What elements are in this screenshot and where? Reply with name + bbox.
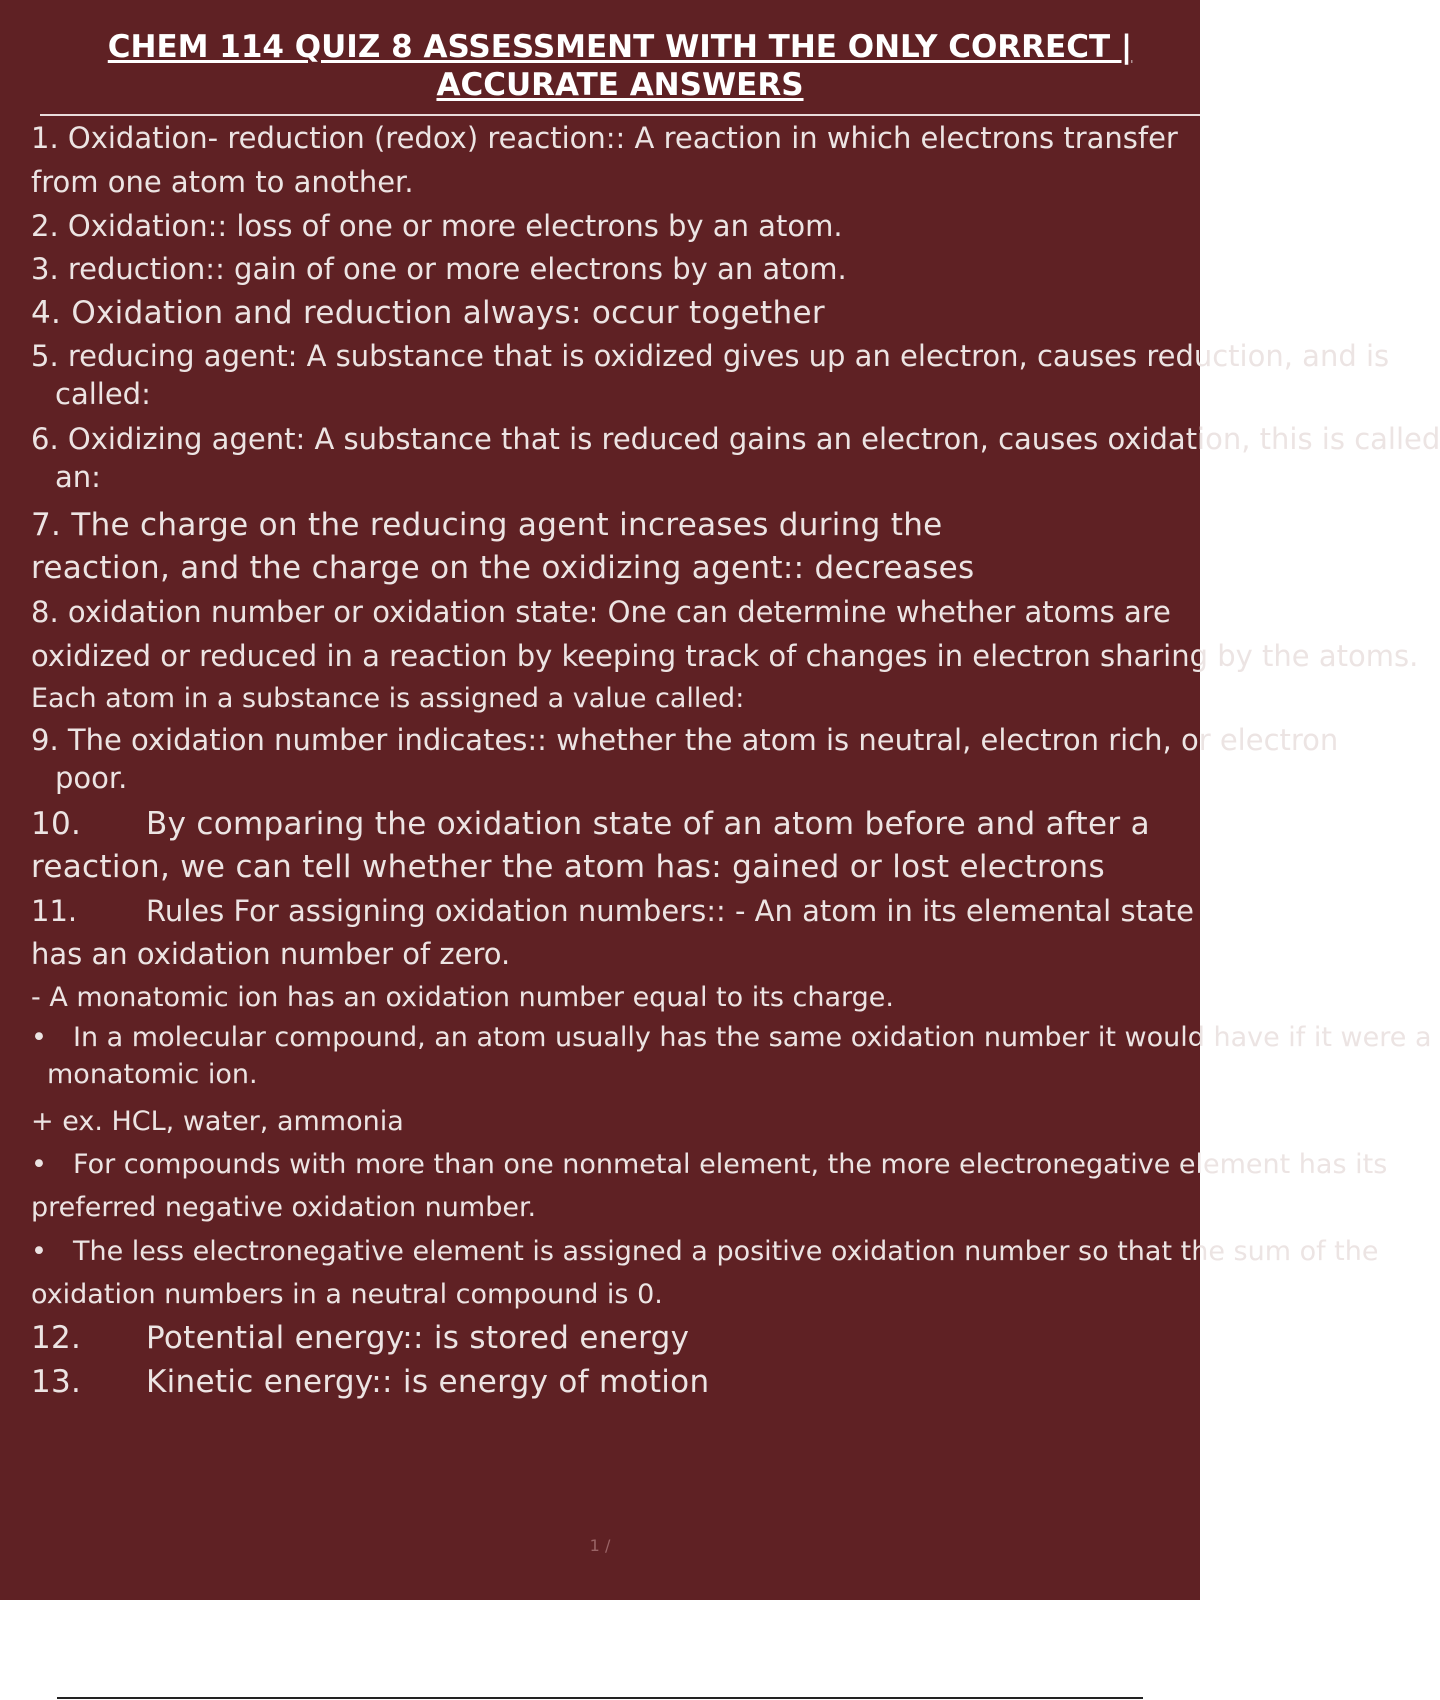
- answer-10-text: By comparing the oxidation state of an atom before and after a: [146, 806, 1150, 842]
- rule-monatomic-ion: - A monatomic ion has an oxidation number equal to its charge.: [31, 982, 894, 1013]
- answer-6-line-1: 6. Oxidizing agent: A substance that is reduced gains an electron, causes oxidation, this is called: [31, 422, 1440, 456]
- answer-9-line-1: 9. The oxidation number indicates:: whether the atom is neutral, electron rich, or electron: [31, 723, 1339, 757]
- rule-example: + ex. HCL, water, ammonia: [31, 1106, 404, 1137]
- page-number: 1 /: [589, 1536, 611, 1555]
- answer-11-text: Rules For assigning oxidation numbers:: - An atom in its elemental state: [146, 894, 1194, 928]
- rule-nonmetal-line-1: • For compounds with more than one nonmetal element, the more electronegative element has its: [31, 1144, 1200, 1186]
- answer-7-line-1: 7. The charge on the reducing agent increases during the: [31, 507, 943, 543]
- answer-12-text: Potential energy:: is stored energy: [146, 1320, 690, 1356]
- answer-12-number: 12.: [31, 1320, 82, 1356]
- answer-list: [31, 116, 1440, 1404]
- rule-molecular-compound-line-1: • In a molecular compound, an atom usually has the same oxidation number it would have if it were a: [31, 1019, 1200, 1057]
- footer-divider: [57, 1697, 1143, 1699]
- rule-sum-zero-line-2: oxidation numbers in a neutral compound is 0.: [31, 1279, 663, 1310]
- answer-12: [31, 1316, 1200, 1360]
- title-line-1: CHEM 114 QUIZ 8 ASSESSMENT WITH THE ONLY CORRECT |: [107, 29, 1133, 65]
- answer-8-line-3: Each atom in a substance is assigned a value called:: [31, 683, 745, 714]
- rule-nonmetal-line-2: preferred negative oxidation number.: [31, 1192, 537, 1223]
- answer-11-line-1: [31, 889, 1200, 933]
- rule-molecular-compound-line-2: monatomic ion.: [47, 1059, 258, 1090]
- title-line-2: ACCURATE ANSWERS: [436, 67, 804, 103]
- answer-10-line-2: reaction, we can tell whether the atom has: gained or lost electrons: [31, 849, 1105, 885]
- rule-sum-zero-line-1: • The less electronegative element is assigned a positive oxidation number so that the sum of the: [31, 1230, 1200, 1273]
- answer-8-line-2: oxidized or reduced in a reaction by keeping track of changes in electron sharing by the atoms.: [31, 639, 1419, 673]
- answer-7-line-2: reaction, and the charge on the oxidizing agent:: decreases: [31, 550, 975, 586]
- answer-13: [31, 1360, 1200, 1404]
- answer-1-line-2: from one atom to another.: [31, 165, 414, 199]
- bullet-icon: •: [31, 1022, 47, 1053]
- answer-11-line-2: has an oxidation number of zero.: [31, 937, 511, 971]
- bullet-icon: •: [31, 1149, 47, 1180]
- answer-9-line-2: poor.: [55, 761, 128, 795]
- answer-11-number: 11.: [31, 894, 78, 928]
- answer-4: 4. Oxidation and reduction always: occur together: [31, 295, 825, 331]
- document-title: [40, 28, 1200, 104]
- answer-1-line-1: 1. Oxidation- reduction (redox) reaction:: A reaction in which electrons transfer: [31, 121, 1178, 155]
- answer-13-number: 13.: [31, 1364, 82, 1400]
- answer-8-line-1: 8. oxidation number or oxidation state: One can determine whether atoms are: [31, 595, 1171, 629]
- answer-13-text: Kinetic energy:: is energy of motion: [146, 1364, 710, 1400]
- answer-3: 3. reduction:: gain of one or more electrons by an atom.: [31, 252, 847, 286]
- answer-6-line-2: an:: [55, 460, 101, 494]
- answer-2: 2. Oxidation:: loss of one or more electrons by an atom.: [31, 209, 843, 243]
- answer-10-number: 10.: [31, 806, 82, 842]
- answer-5-line-1: 5. reducing agent: A substance that is oxidized gives up an electron, causes reduction, and is: [31, 339, 1390, 373]
- answer-10-line-1: [31, 802, 1200, 846]
- answer-5-line-2: called:: [55, 377, 151, 411]
- bullet-icon: •: [31, 1236, 47, 1267]
